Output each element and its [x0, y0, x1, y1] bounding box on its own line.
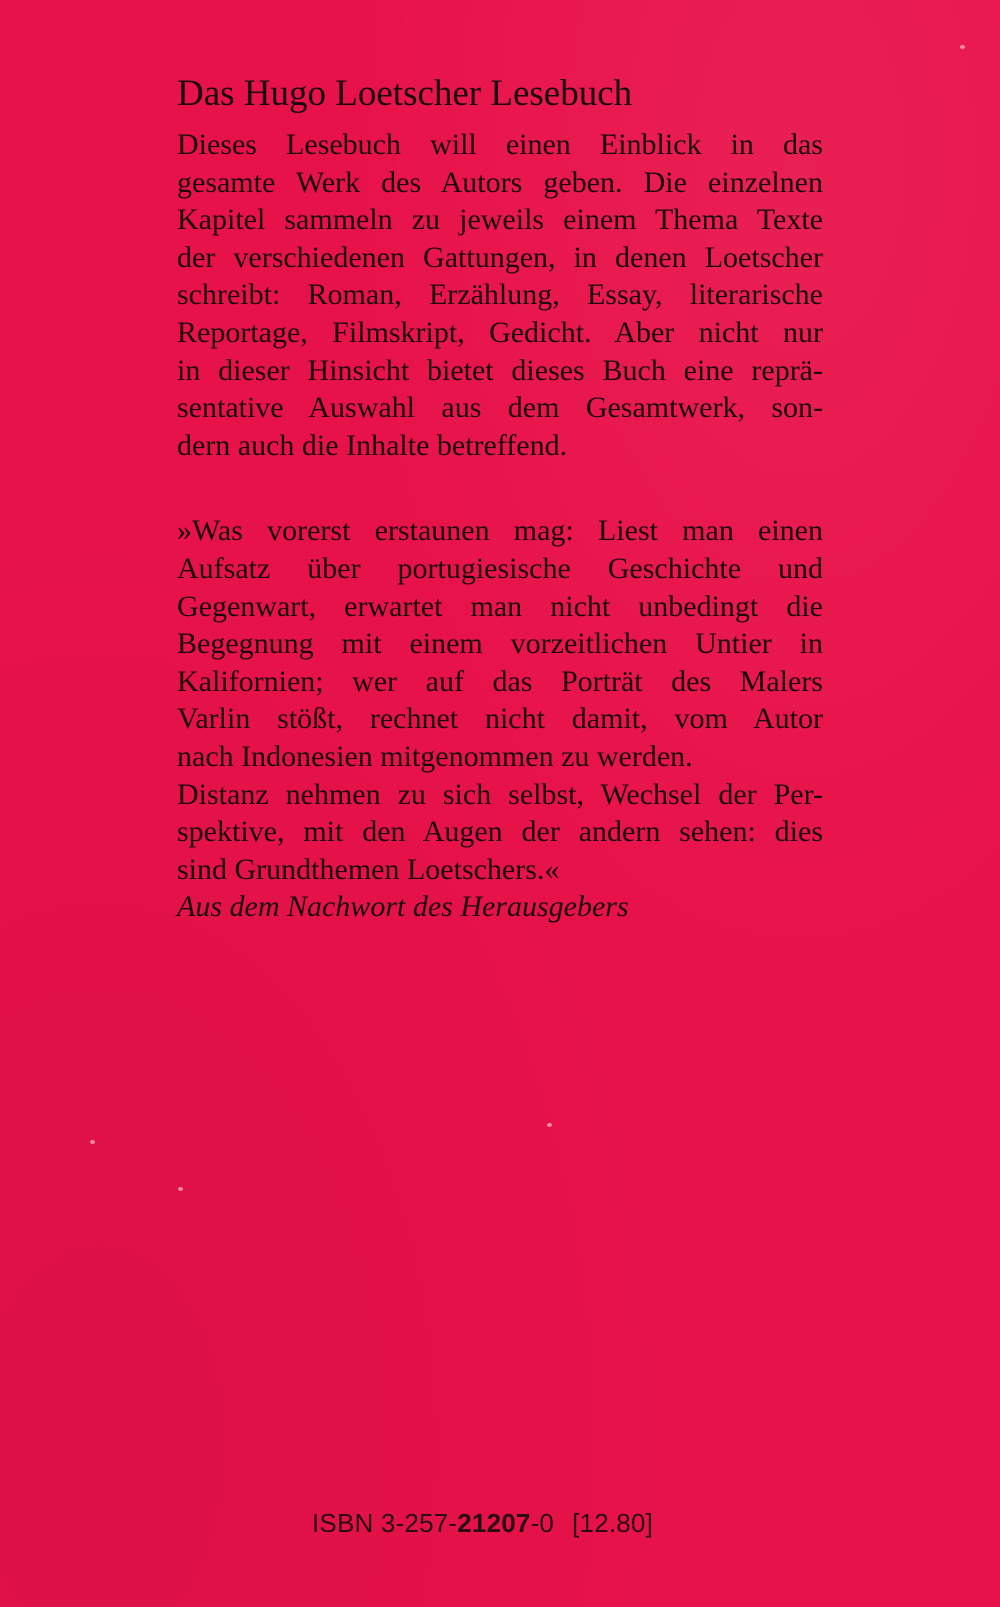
paper-speck [547, 1123, 552, 1127]
quote-line: Varlin stößt, rechnet nicht damit, vom Autor [177, 702, 823, 736]
quote-paragraph [177, 512, 823, 888]
description-paragraph [177, 126, 823, 464]
paper-speck [960, 45, 965, 49]
quote-line: Distanz nehmen zu sich selbst, Wechsel der Per- [177, 777, 823, 811]
quote-line: sind Grundthemen Loetschers.« [177, 852, 560, 886]
description-line: Dieses Lesebuch will einen Einblick in das [177, 128, 823, 161]
isbn-suffix: -0 [530, 1508, 555, 1538]
quote-source: Aus dem Nachwort des Herausgebers [177, 890, 629, 924]
quote-line: nach Indonesien mitgenommen zu werden. [177, 739, 693, 773]
back-cover-text [177, 70, 823, 926]
quote-line: Kalifornien; wer auf das Porträt des Malers [177, 664, 823, 698]
price-label: [12.80] [572, 1508, 654, 1538]
description-line: sentative Auswahl aus dem Gesamtwerk, son- [177, 391, 823, 425]
description-line: schreibt: Roman, Erzählung, Essay, literarische [177, 278, 823, 312]
isbn-prefix: ISBN 3-257- [312, 1508, 458, 1538]
isbn-number: 21207 [457, 1508, 531, 1538]
paper-speck [178, 1187, 183, 1191]
paper-speck [90, 1140, 95, 1144]
description-line: der verschiedenen Gattungen, in denen Loetscher [177, 240, 823, 274]
isbn-line [312, 1508, 653, 1539]
description-line: gesamte Werk des Autors geben. Die einzelnen [177, 165, 823, 199]
quote-line: »Was vorerst erstaunen mag: Liest man einen [177, 514, 823, 548]
quote-line: Begegnung mit einem vorzeitlichen Untier in [177, 627, 823, 661]
paragraph-gap [177, 464, 823, 512]
quote-line: spektive, mit den Augen der andern sehen: dies [177, 815, 823, 849]
description-line: Reportage, Filmskript, Gedicht. Aber nicht nur [177, 315, 823, 349]
description-line: in dieser Hinsicht bietet dieses Buch eine reprä- [177, 353, 823, 387]
book-title: Das Hugo Loetscher Lesebuch [177, 73, 633, 114]
quote-line: Gegenwart, erwartet man nicht unbedingt die [177, 589, 823, 623]
description-line: dern auch die Inhalte betreffend. [177, 428, 568, 462]
quote-line: Aufsatz über portugiesische Geschichte und [177, 551, 823, 585]
description-line: Kapitel sammeln zu jeweils einem Thema Texte [177, 203, 823, 237]
